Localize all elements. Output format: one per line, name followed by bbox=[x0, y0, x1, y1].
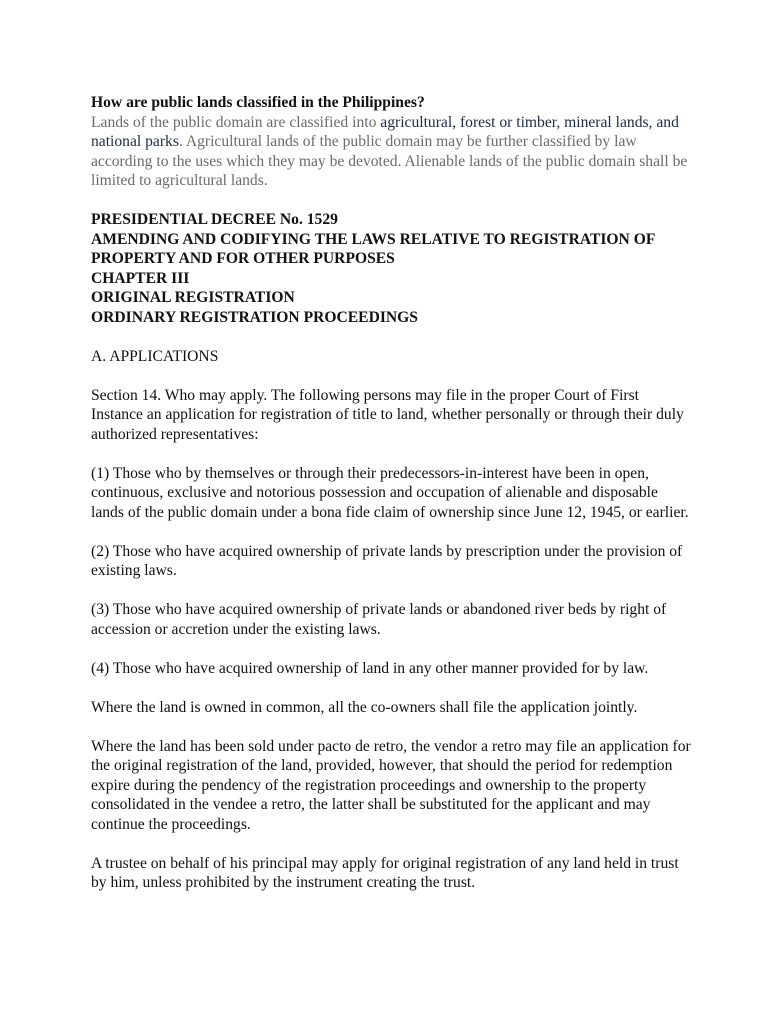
document-page bbox=[91, 93, 691, 893]
list-item-3: (3) Those who have acquired ownership of private lands or abandoned river beds by right of accession or accretion under the existing laws. bbox=[91, 601, 667, 638]
intro-text-end: . Agricultural lands of the public domain may be further classified by law according to the uses which they may be devoted. Alienable lands of the public domain shall be limited to agricultural lands. bbox=[91, 133, 688, 189]
intro-text-start: Lands of the public domain are classified into bbox=[91, 113, 381, 131]
decree-heading bbox=[91, 210, 691, 327]
classification-highlight: agricultural, forest or timber, mineral lands, and national parks bbox=[91, 113, 679, 150]
trustee-paragraph: A trustee on behalf of his principal may apply for original registration of any land held in trust by him, unless prohibited by the instrument creating the trust. bbox=[91, 854, 679, 891]
section-group-title: ORDINARY REGISTRATION PROCEEDINGS bbox=[91, 308, 418, 326]
question-heading: How are public lands classified in the Philippines? bbox=[91, 94, 425, 111]
list-item-4: (4) Those who have acquired ownership of land in any other manner provided for by law. bbox=[91, 659, 649, 677]
list-item-1: (1) Those who by themselves or through their predecessors-in-interest have been in open, continuous, exclusive and notorious possession and occupation of alienable and disposable lands of the public domain under a bona fide claim of ownership since June 12, 1945, or earlier. bbox=[91, 464, 689, 521]
chapter-title: ORIGINAL REGISTRATION bbox=[91, 289, 295, 306]
section-14-paragraph: Section 14. Who may apply. The following persons may file in the proper Court of First Instance an application for registration of title to land, whether personally or through their duly authorized representatives: bbox=[91, 386, 684, 443]
intro-paragraph bbox=[91, 113, 691, 191]
chapter-label: CHAPTER III bbox=[91, 269, 190, 287]
pacto-de-retro-paragraph: Where the land has been sold under pacto de retro, the vendor a retro may file an application for the original registration of the land, provided, however, that should the period for redemption expire during the pendency of the registration proceedings and ownership to the property consolidated in the vendee a retro, the latter shall be substituted for the applicant and may continue the proceedings. bbox=[91, 737, 691, 833]
list-item-2: (2) Those who have acquired ownership of private lands by prescription under the provision of existing laws. bbox=[91, 542, 683, 579]
co-owners-paragraph: Where the land is owned in common, all the co-owners shall file the application jointly. bbox=[91, 698, 638, 716]
applications-subheading: A. APPLICATIONS bbox=[91, 347, 219, 365]
decree-title: AMENDING AND CODIFYING THE LAWS RELATIVE TO REGISTRATION OF PROPERTY AND FOR OTHER PURPOSES bbox=[91, 230, 655, 267]
decree-number: PRESIDENTIAL DECREE No. 1529 bbox=[91, 211, 338, 228]
